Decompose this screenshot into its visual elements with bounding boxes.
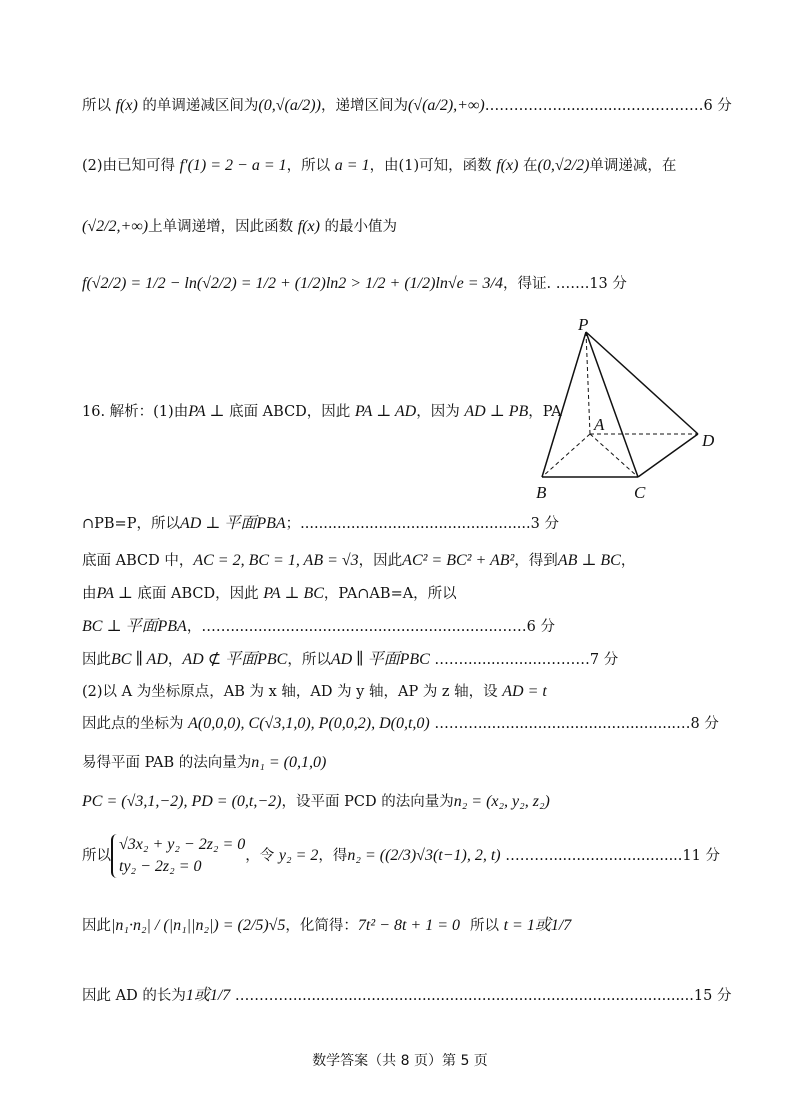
text: ，化简得：: [285, 918, 358, 934]
math: PA ⊥ AD: [354, 403, 417, 420]
text: 所以: [82, 98, 116, 114]
line-16: [82, 916, 571, 936]
text: ，因此: [358, 553, 403, 569]
text: ，得到: [514, 553, 558, 569]
math: AB ⊥ BC: [557, 552, 621, 569]
text: 因此点的坐标为: [82, 716, 189, 732]
math: f′(1) = 2 − a = 1: [179, 157, 287, 174]
line-17: [82, 986, 731, 1006]
text: 在: [518, 158, 538, 174]
equation-2: ty₂ − 2z₂ = 0: [119, 858, 202, 875]
math-interval: (√(a/2),+∞): [407, 97, 485, 114]
math: AC = 2, BC = 1, AB = √3: [193, 552, 359, 569]
math: 1或1/7: [185, 987, 231, 1004]
text: 底面 ABCD，因此: [224, 404, 355, 420]
text: ，因为: [416, 404, 465, 420]
math-interval: (√2/2,+∞): [82, 218, 149, 235]
math: PA ⊥: [96, 585, 133, 602]
text: 所以: [82, 848, 111, 864]
math-interval: (0,√(a/2)): [258, 97, 321, 114]
math-vector: PC = (√3,1,−2), PD = (0,t,−2): [82, 793, 282, 810]
score-mark: ………...........................................…8 分: [429, 716, 719, 732]
math: AD ⊥ 平面PBA: [179, 515, 286, 532]
line-1: [82, 96, 732, 116]
page-footer: 数学答案（共 8 页）第 5 页: [312, 1053, 488, 1069]
text: ∩PB=P，所以: [82, 516, 180, 532]
math: AD ∥ 平面PBC: [330, 651, 430, 668]
text: ，PA∩AB=A，所以: [323, 586, 457, 602]
math: PA ⊥ BC: [263, 585, 324, 602]
label-A: A: [594, 415, 605, 434]
math-vector: n₂ = (x₂, y₂, z₂): [453, 793, 550, 810]
math: f(x): [297, 218, 320, 235]
text: ，所以: [286, 158, 335, 174]
text: 底面 ABCD，因此: [132, 586, 264, 602]
line-10: [82, 650, 618, 670]
score-mark: ………….......................................................................................15 分: [230, 988, 732, 1004]
math: BC ⊥ 平面PBA: [82, 618, 187, 635]
math-equation: 7t² − 8t + 1 = 0: [357, 917, 460, 934]
score-mark: ，……..........................................................……6 分: [186, 619, 555, 635]
line-12: [82, 714, 719, 734]
math: f(x): [496, 157, 519, 174]
math-inequality: f(√2/2) = 1/2 − ln(√2/2) = 1/2 + (1/2)ln2 > 1/2 + (1/2)ln√e = 3/4: [82, 275, 503, 292]
math: AC² = BC² + AB²: [402, 552, 515, 569]
text: ，: [167, 652, 183, 668]
text: ，得: [318, 848, 348, 864]
text: 底面 ABCD 中，: [82, 553, 194, 569]
text: ，所以: [287, 652, 331, 668]
line-4: [82, 274, 627, 294]
line-7: [82, 551, 635, 571]
equation-system: [111, 834, 245, 878]
math: f(x): [115, 97, 138, 114]
line-11: [82, 682, 547, 702]
score-mark: ，得证. …….13 分: [503, 276, 627, 292]
text: 上单调递增，因此函数: [148, 219, 298, 235]
text: 因此: [82, 918, 111, 934]
line-2: [82, 156, 676, 176]
math: t = 1或1/7: [503, 917, 572, 934]
text: 由: [82, 586, 97, 602]
math-vector: n₂ = ((2/3)√3(t−1), 2, t): [347, 847, 501, 864]
label-B: B: [536, 483, 547, 502]
math-coordinates: A(0,0,0), C(√3,1,0), P(0,0,2), D(0,t,0): [188, 715, 430, 732]
label-C: C: [634, 483, 646, 502]
text: 的单调递减区间为: [137, 98, 259, 114]
label-P: P: [578, 315, 589, 334]
edge-CD: [638, 434, 698, 477]
text: 因此: [82, 652, 111, 668]
math: PA ⊥: [188, 403, 225, 420]
text: 的最小值为: [319, 219, 398, 235]
line-15: [82, 834, 720, 878]
math: AD = t: [502, 683, 547, 700]
math: a = 1: [334, 157, 370, 174]
text: 因此 AD 的长为: [82, 988, 186, 1004]
text: ，递增区间为: [320, 98, 408, 114]
equation-1: √3x₂ + y₂ − 2z₂ = 0: [119, 836, 246, 853]
math-interval: (0,√2/2): [537, 157, 590, 174]
text: 易得平面 PAB 的法向量为: [82, 755, 252, 771]
text: 所以: [470, 918, 504, 934]
line-13: [82, 753, 326, 773]
math-vector: n₁ = (0,1,0): [251, 754, 327, 771]
text: 16. 解析：(1)由: [82, 404, 189, 420]
math: BC ∥ AD: [111, 651, 168, 668]
score-mark: ……………................……………6 分: [484, 98, 732, 114]
math: AD ⊥ PB: [464, 403, 529, 420]
math: y₂ = 2: [278, 847, 319, 864]
edge-PA: [586, 332, 590, 434]
text: ，: [620, 553, 636, 569]
line-3: [82, 217, 397, 237]
line-6: [82, 514, 559, 534]
math-cosine: |n₁·n₂| / (|n₁||n₂|) = (2/5)√5: [111, 917, 286, 934]
line-8: [82, 584, 457, 604]
math: AD ⊄ 平面PBC: [182, 651, 288, 668]
edge-PC: [586, 332, 638, 477]
text: ，设平面 PCD 的法向量为: [281, 794, 454, 810]
line-14: [82, 792, 550, 812]
label-D: D: [702, 431, 715, 450]
text: 单调递减，在: [589, 158, 677, 174]
score-mark: ……….............................11 分: [500, 848, 720, 864]
text: ，由(1)可知，函数: [369, 158, 497, 174]
text: (2)以 A 为坐标原点，AB 为 x 轴，AD 为 y 轴，AP 为 z 轴，设: [82, 684, 503, 700]
score-mark: ；..................................................3 分: [285, 516, 559, 532]
line-5: [82, 402, 562, 422]
text: ，PA: [528, 404, 562, 420]
text: ，令: [245, 848, 279, 864]
line-9: [82, 617, 555, 637]
score-mark: ……..................………7 分: [429, 652, 619, 668]
text: (2)由已知可得: [82, 158, 180, 174]
